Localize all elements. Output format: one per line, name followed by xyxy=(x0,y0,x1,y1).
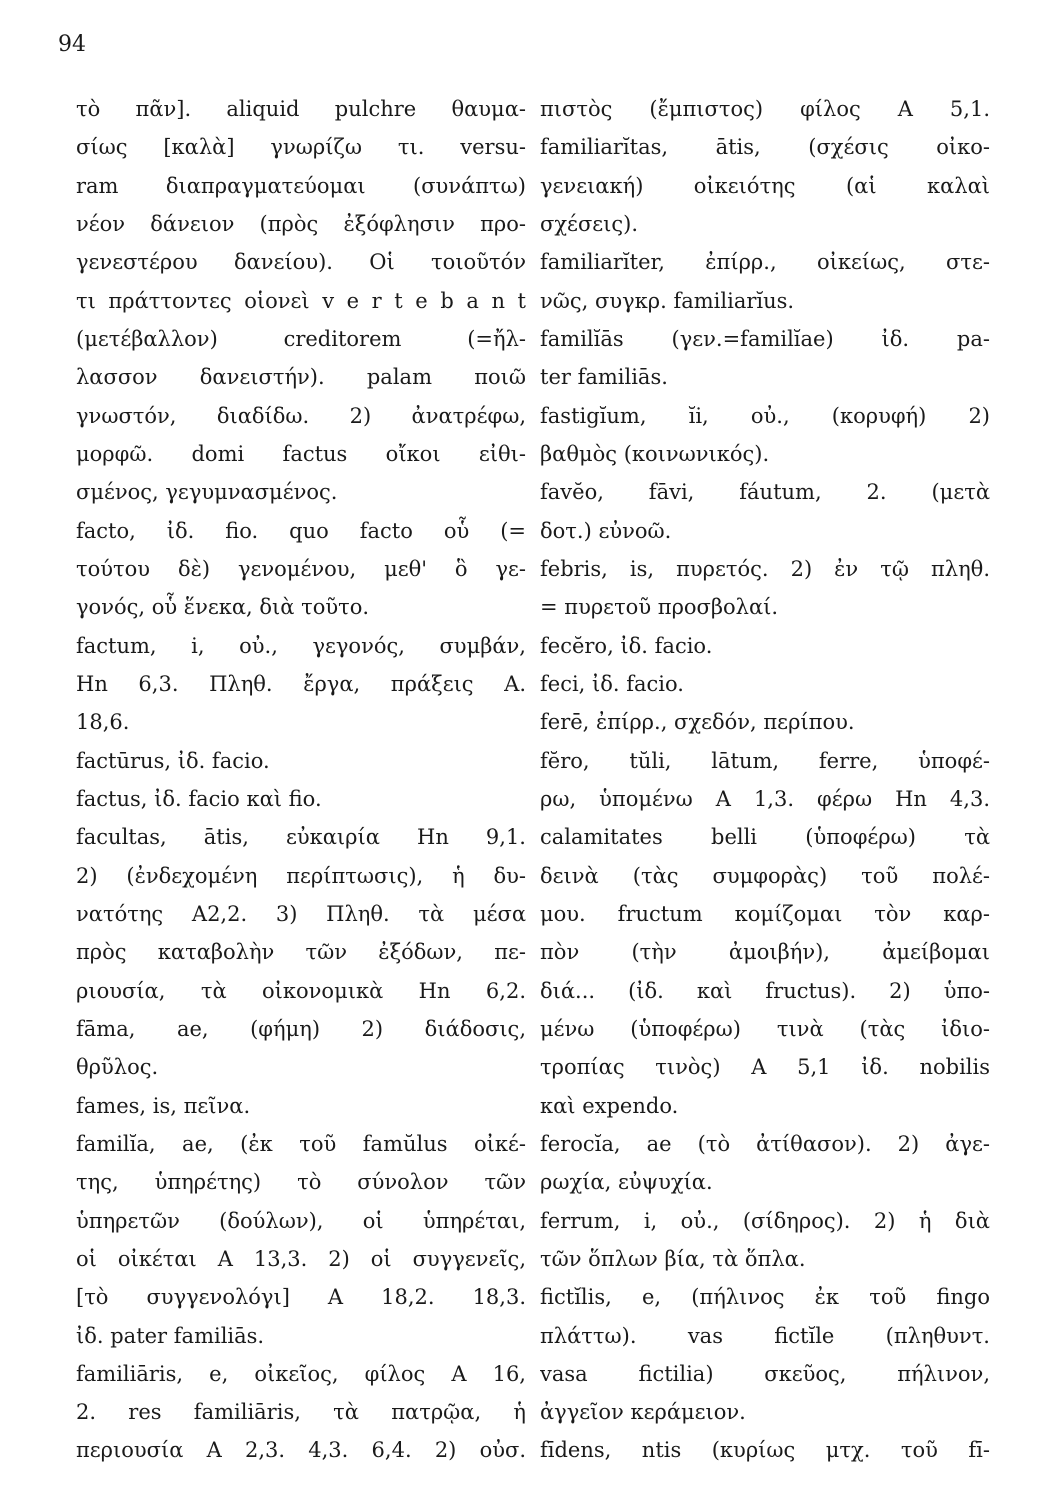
text-line: περιουσία A 2,3. 4,3. 6,4. 2) οὐσ. xyxy=(76,1438,526,1463)
text-line: πρὸς καταβολὴν τῶν ἐξόδων, πε- xyxy=(76,940,526,965)
text-line: νέον δάνειον (πρὸς ἐξόφλησιν προ- xyxy=(76,211,526,236)
text-line: 18,6. xyxy=(76,710,130,735)
text-line: μορφῶ. domi factus οἴκοι εἰθι- xyxy=(76,441,526,466)
text-line: fīdens, ntis (κυρίως μτχ. τοῦ fī- xyxy=(540,1438,990,1463)
text-line: δοτ.) εὐνοῶ. xyxy=(540,518,672,543)
text-line: febris, is, πυρετός. 2) ἐν τῷ πληθ. xyxy=(540,556,990,581)
text-line: ἰδ. pater familiās. xyxy=(76,1323,265,1348)
text-line: οἱ οἰκέται A 13,3. 2) οἱ συγγενεῖς, xyxy=(76,1246,526,1271)
text-line: γονός, οὗ ἕνεκα, διὰ τοῦτο. xyxy=(76,595,370,620)
text-line: [τὸ συγγενολόγι] A 18,2. 18,3. xyxy=(76,1285,526,1310)
text-line: νῶς, συγκρ. familiarĭus. xyxy=(540,288,795,313)
text-line: δεινὰ (τὰς συμφορὰς) τοῦ πολέ- xyxy=(540,863,990,888)
text-line: facultas, ātis, εὐκαιρία Hn 9,1. xyxy=(76,825,526,850)
text-line: feci, ἰδ. facio. xyxy=(540,671,684,696)
text-line: τι πράττοντες οἱονεὶ v e r t e b a n t xyxy=(76,288,526,313)
text-line: γενειακή) οἰκειότης (αἱ καλαὶ xyxy=(540,173,990,198)
text-line: ρω, ὑπομένω A 1,3. φέρω Hn 4,3. xyxy=(540,786,990,811)
text-line: 2) (ἐνδεχομένη περίπτωσις), ἡ δυ- xyxy=(76,863,526,888)
text-line: calamitates belli (ὑποφέρω) τὰ xyxy=(540,825,990,850)
right-column xyxy=(540,90,990,1470)
text-line: vasa fictilia) σκεῦος, πήλινον, xyxy=(540,1361,990,1386)
text-line: ram διαπραγματεύομαι (συνάπτω) xyxy=(76,173,526,198)
text-line: fĕro, tŭli, lātum, ferre, ὑποφέ- xyxy=(540,748,990,773)
text-line: fecĕro, ἰδ. facio. xyxy=(540,633,713,658)
text-line: familiāris, e, οἰκεῖος, φίλος A 16, xyxy=(76,1361,526,1386)
text-line: favĕo, fāvi, fáutum, 2. (μετὰ xyxy=(540,480,990,505)
text-line: (μετέβαλλον) creditorem (=ἤλ- xyxy=(76,326,526,351)
left-column xyxy=(76,90,526,1470)
text-line: λασσον δανειστήν). palam ποιῶ xyxy=(76,365,526,390)
text-line: fastigĭum, ĭi, οὐ., (κορυφή) 2) xyxy=(540,403,990,428)
text-line: familiarĭtas, ātis, (σχέσις οἰκο- xyxy=(540,135,990,160)
text-line: factūrus, ἰδ. facio. xyxy=(76,748,270,773)
text-line: μένω (ὑποφέρω) τινὰ (τὰς ἰδιο- xyxy=(540,1016,990,1041)
text-line: τροπίας τινὸς) A 5,1 ἰδ. nobilis xyxy=(540,1055,990,1080)
text-line: ριουσία, τὰ οἰκονομικὰ Hn 6,2. xyxy=(76,978,526,1003)
text-line: factus, ἰδ. facio καὶ fio. xyxy=(76,786,322,811)
text-line: ferē, ἐπίρρ., σχεδόν, περίπου. xyxy=(540,710,855,735)
text-line: ἀγγεῖον κεράμειον. xyxy=(540,1400,746,1425)
text-line: familiarĭter, ἐπίρρ., οἰκείως, στε- xyxy=(540,250,990,275)
text-line: ter familiās. xyxy=(540,365,668,390)
text-line: ρωχία, εὐψυχία. xyxy=(540,1170,713,1195)
text-line: τῶν ὅπλων βία, τὰ ὅπλα. xyxy=(540,1246,806,1271)
text-line: τούτου δὲ) γενομένου, μεθ' ὃ γε- xyxy=(76,556,526,581)
text-line: μου. fructum κομίζομαι τὸν καρ- xyxy=(540,901,990,926)
text-line: factum, i, οὐ., γεγονός, συμβάν, xyxy=(76,633,526,658)
text-line: ὑπηρετῶν (δούλων), οἱ ὑπηρέται, xyxy=(76,1208,526,1233)
text-line: σχέσεις). xyxy=(540,211,639,236)
text-line: fames, is, πεῖνα. xyxy=(76,1093,251,1118)
text-line: σμένος, γεγυμνασμένος. xyxy=(76,480,338,505)
text-line: πὸν (τὴν ἀμοιβήν), ἀμείβομαι xyxy=(540,940,990,965)
text-line: καὶ expendo. xyxy=(540,1093,679,1118)
text-line: νατότης A2,2. 3) Πληθ. τὰ μέσα xyxy=(76,901,526,926)
text-line: βαθμὸς (κοινωνικός). xyxy=(540,441,770,466)
text-line: πιστὸς (ἔμπιστος) φίλος A 5,1. xyxy=(540,97,990,121)
text-line: ferocĭa, ae (τὸ ἀτίθασον). 2) ἀγε- xyxy=(540,1131,990,1156)
text-line: τὸ πᾶν]. aliquid pulchre θαυμα- xyxy=(76,97,526,121)
text-line: familĭās (γεν.=familĭae) ἰδ. pa- xyxy=(540,326,990,351)
text-line: ferrum, i, οὐ., (σίδηρος). 2) ἡ διὰ xyxy=(540,1208,990,1233)
text-line: Hn 6,3. Πληθ. ἔργα, πράξεις A. xyxy=(76,671,526,696)
text-line: = πυρετοῦ προσβολαί. xyxy=(540,595,779,620)
page-number: 94 xyxy=(58,32,86,57)
text-line: 2. res familiāris, τὰ πατρῷα, ἡ xyxy=(76,1400,526,1425)
text-line: πλάττω). vas fictĭle (πληθυντ. xyxy=(540,1323,990,1348)
text-line: familĭa, ae, (ἐκ τοῦ famŭlus οἰκέ- xyxy=(76,1131,526,1156)
text-line: σίως [καλὰ] γνωρίζω τι. versu- xyxy=(76,135,526,160)
text-line: facto, ἰδ. fio. quo facto οὗ (= xyxy=(76,518,526,543)
text-line: γνωστόν, διαδίδω. 2) ἀνατρέφω, xyxy=(76,403,526,428)
text-line: της, ὑπηρέτης) τὸ σύνολον τῶν xyxy=(76,1170,526,1195)
text-line: διά... (ἰδ. καὶ fructus). 2) ὑπο- xyxy=(540,978,990,1003)
text-line: θρῦλος. xyxy=(76,1055,159,1080)
text-line: fictĭlis, e, (πήλινος ἐκ τοῦ fingo xyxy=(540,1285,990,1310)
text-line: fāma, ae, (φήμη) 2) διάδοσις, xyxy=(76,1016,526,1041)
text-line: γενεστέρου δανείου). Οἱ τοιοῦτόν xyxy=(76,250,526,275)
